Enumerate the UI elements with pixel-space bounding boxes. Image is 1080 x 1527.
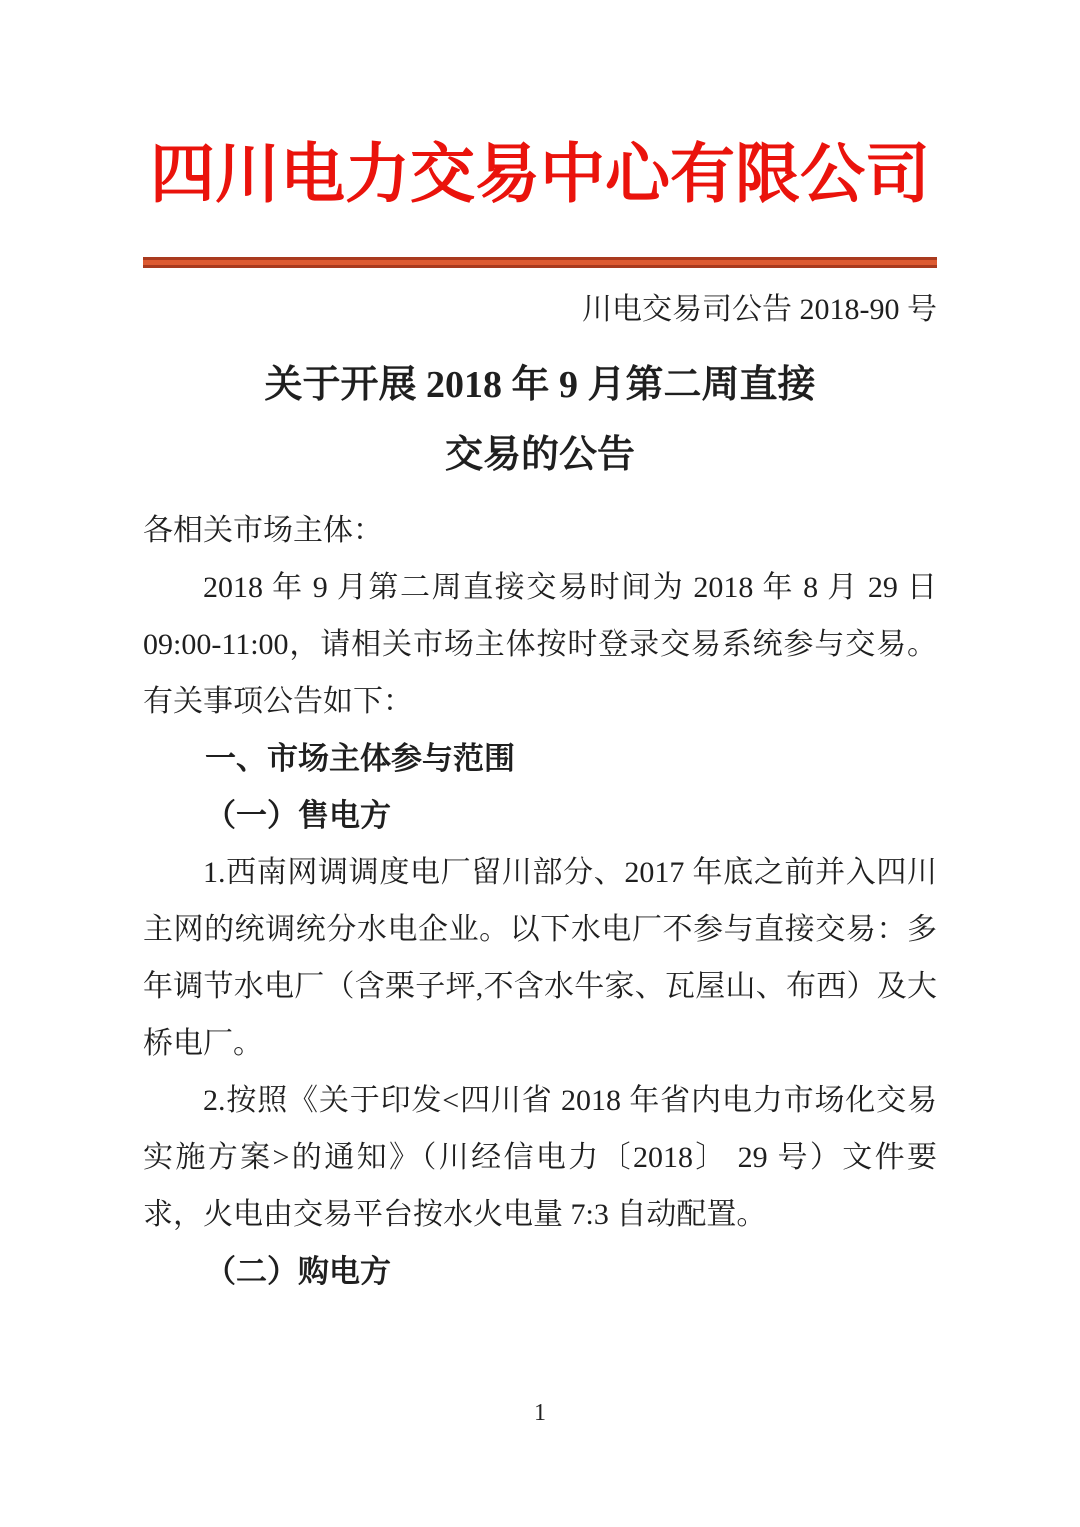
sellers-item-1-paragraph: 1.西南网调调度电厂留川部分、2017 年底之前并入四川主网的统调统分水电企业。以下水电厂不参与直接交易：多年调节水电厂（含栗子坪,不含水牛家、瓦屋山、布西）及大桥电厂。 [143,856,937,1060]
announcement-title [143,350,937,490]
intro-paragraph: 2018 年 9 月第二周直接交易时间为 2018 年 8 月 29 日 09:00-11:00，请相关市场主体按时登录交易系统参与交易。有关事项公告如下： [143,571,937,718]
sellers-item-2-paragraph: 2.按照《关于印发<四川省 2018 年省内电力市场化交易实施方案>的通知》（川经信电力〔2018〕 29 号）文件要求，火电由交易平台按水火电量 7:3 自动配置。 [143,1084,937,1231]
letterhead-company-name: 四川电力交易中心有限公司 [149,139,930,211]
announcement-title-line-2: 交易的公告 [444,434,635,476]
salutation: 各相关市场主体： [143,514,383,547]
section-1-heading: 一、市场主体参与范围 [205,741,515,776]
section-1-subsection-1-heading: （一）售电方 [205,798,391,833]
page-number: 1 [534,1400,546,1426]
announcement-title-line-1: 关于开展 2018 年 9 月第二周直接 [264,364,816,406]
letterhead-divider-rule [143,257,937,268]
document-body [143,502,937,1300]
section-1-subsection-2-heading: （二）购电方 [205,1254,391,1289]
document-number: 川电交易司公告 2018-90 号 [582,293,937,326]
